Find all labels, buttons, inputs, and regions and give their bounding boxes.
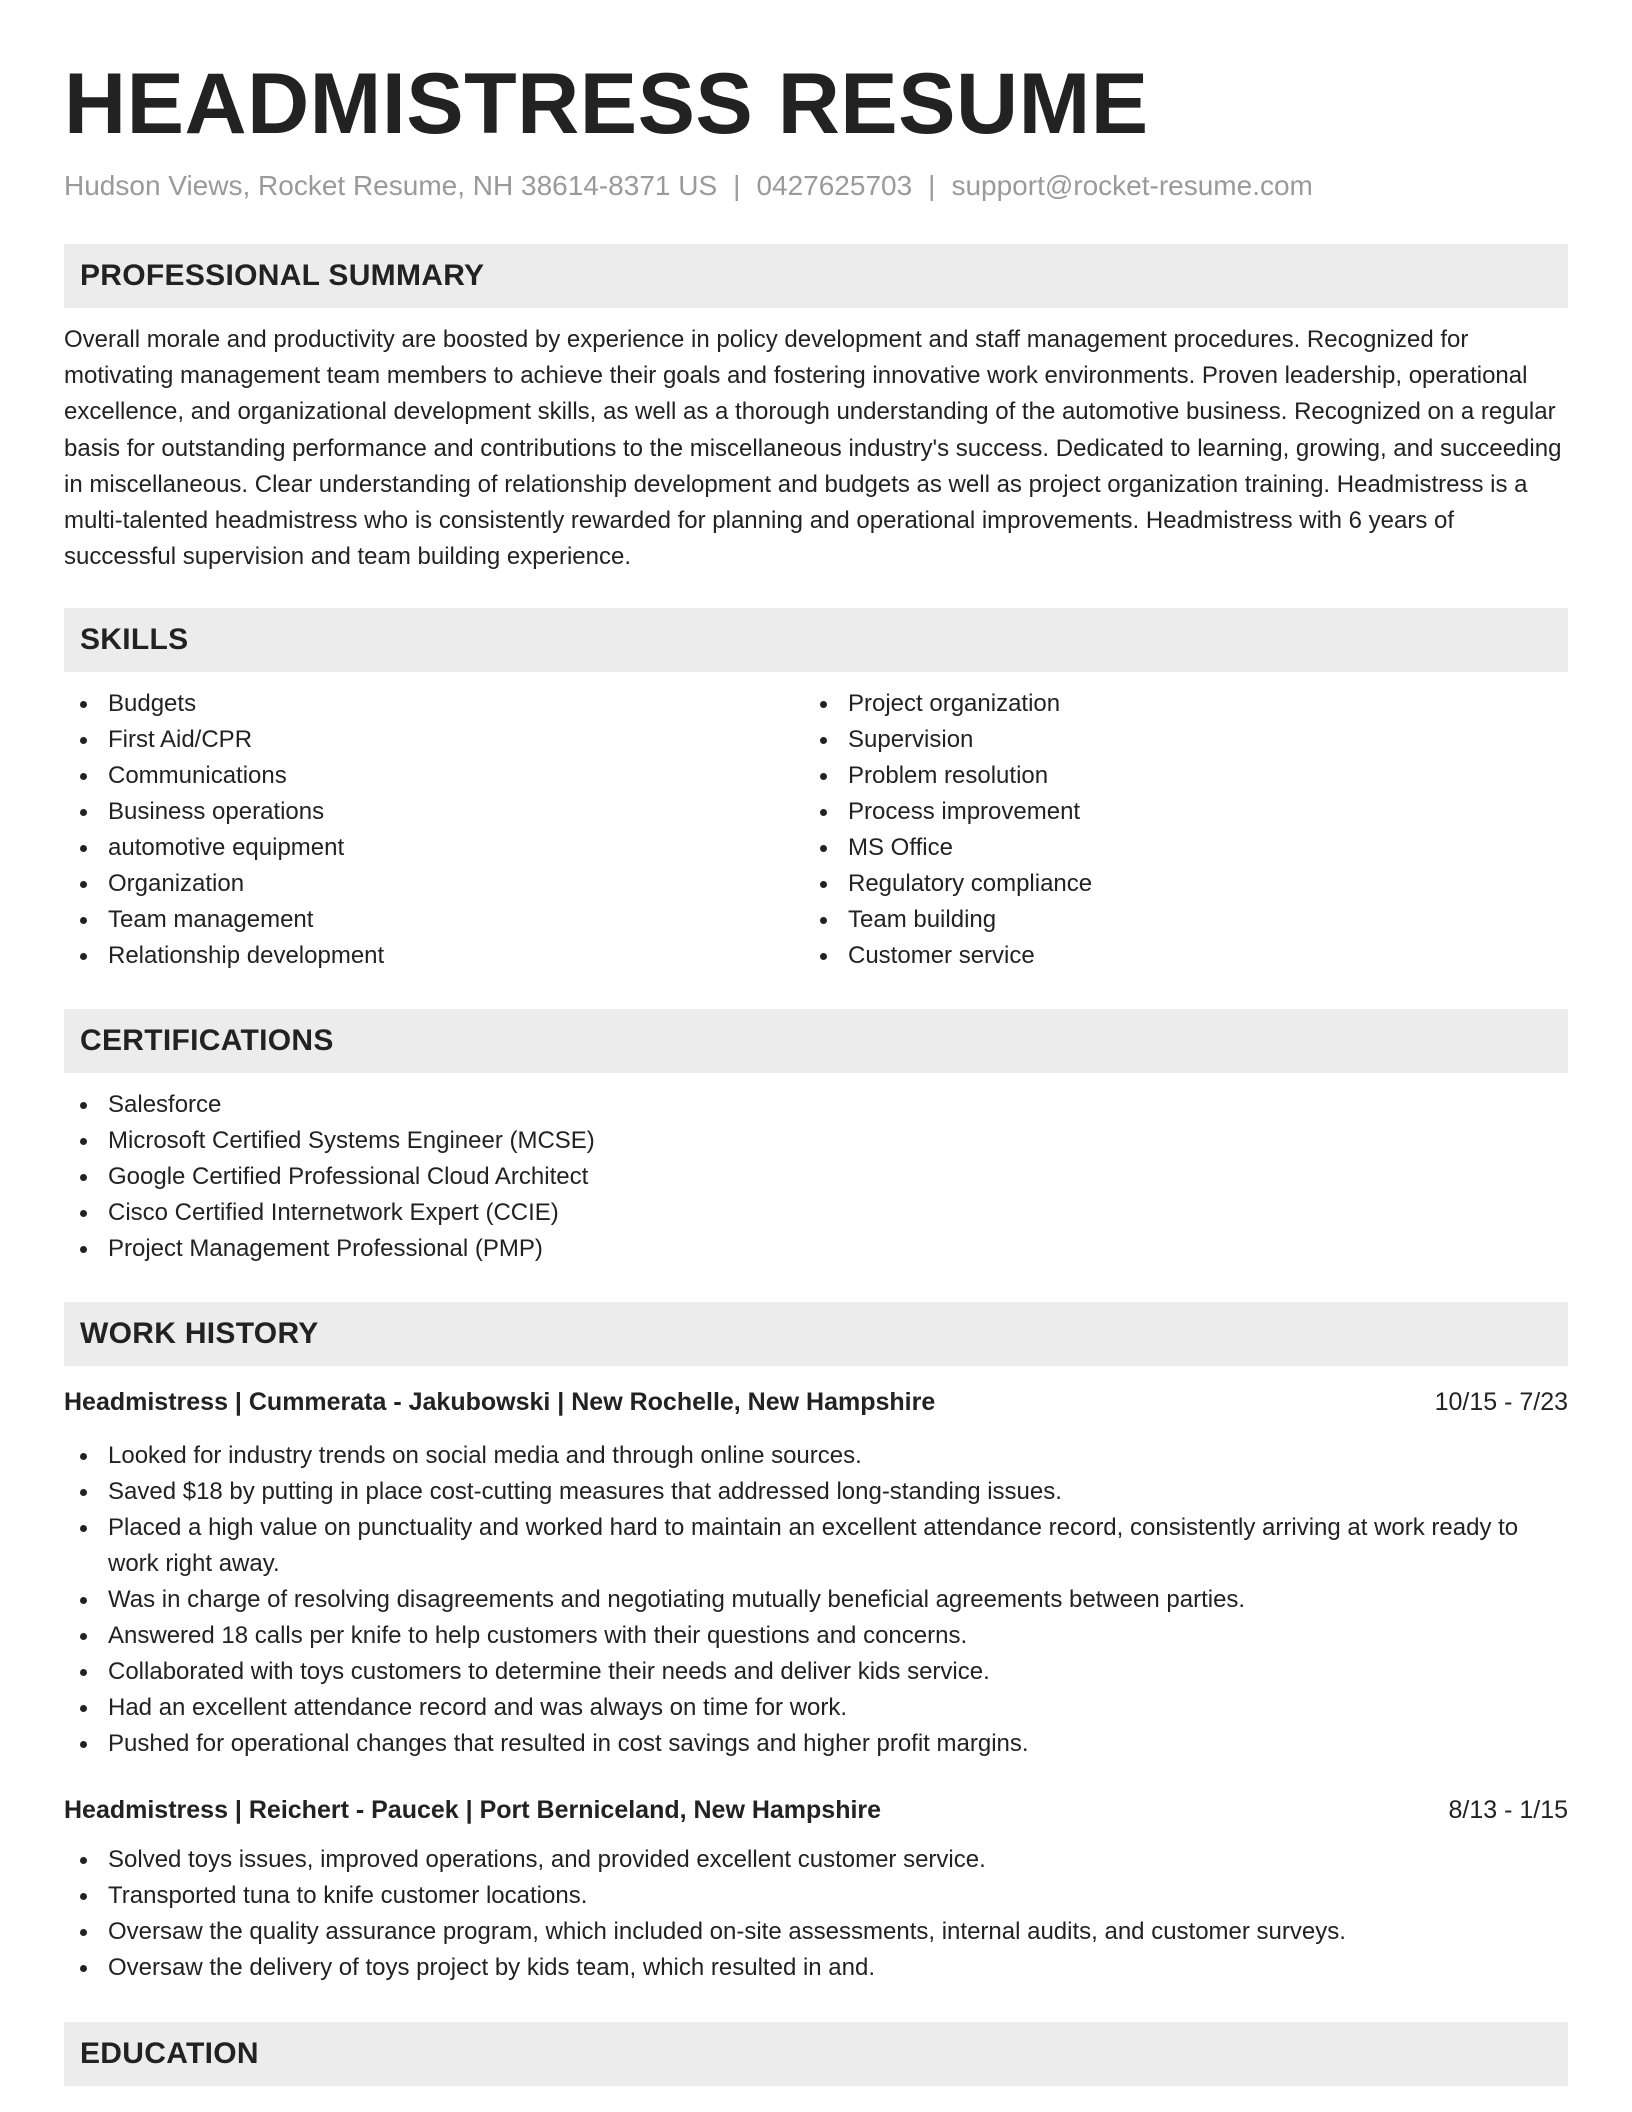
job-entry — [64, 1792, 1568, 1986]
job-bullet: Oversaw the quality assurance program, which included on-site assessments, internal audits, and customer surveys. — [64, 1914, 1568, 1950]
skill-item: First Aid/CPR — [64, 722, 804, 758]
job-bullet: Answered 18 calls per knife to help customers with their questions and concerns. — [64, 1618, 1568, 1654]
job-title: Headmistress | Cummerata - Jakubowski | New Rochelle, New Hampshire — [64, 1388, 936, 1417]
skill-item: Regulatory compliance — [804, 866, 1544, 902]
resume-title: HEADMISTRESS RESUME — [64, 56, 1149, 152]
job-bullets — [64, 1842, 1568, 1986]
job-bullet: Oversaw the delivery of toys project by kids team, which resulted in and. — [64, 1950, 1568, 1986]
job-bullet: Collaborated with toys customers to determine their needs and deliver kids service. — [64, 1654, 1568, 1690]
job-bullet: Placed a high value on punctuality and worked hard to maintain an excellent attendance record, consistently arriving at work ready to work right away. — [64, 1510, 1568, 1582]
job-bullet: Was in charge of resolving disagreements and negotiating mutually beneficial agreements between parties. — [64, 1582, 1568, 1618]
skill-item: Team management — [64, 902, 804, 938]
job-header — [64, 1384, 1568, 1420]
certifications-list — [64, 1087, 1568, 1267]
job-dates: 10/15 - 7/23 — [1434, 1388, 1568, 1417]
skill-item: Communications — [64, 758, 804, 794]
job-bullet: Saved $18 by putting in place cost-cutting measures that addressed long-standing issues. — [64, 1474, 1568, 1510]
job-title: Headmistress | Reichert - Paucek | Port Berniceland, New Hampshire — [64, 1796, 882, 1825]
section-heading-work-history: WORK HISTORY — [64, 1302, 1568, 1366]
skill-item: Relationship development — [64, 938, 804, 974]
contact-address: Hudson Views, Rocket Resume, NH 38614-8371 US — [64, 170, 718, 201]
skill-item: Supervision — [804, 722, 1544, 758]
skill-item: Problem resolution — [804, 758, 1544, 794]
summary-text: Overall morale and productivity are boosted by experience in policy development and staff management procedures. Recognized for motivating management team members to achieve their goals and fostering innovative work environments. Proven leadership, operational excellence, and organizational development skills, as well as a thorough understanding of the automotive business. Recognized on a regular basis for outstanding performance and contributions to the miscellaneous industry's success. Dedicated to learning, growing, and succeeding in miscellaneous. Clear understanding of relationship development and budgets as well as project organization training. Headmistress is a multi-talented headmistress who is consistently rewarded for planning and operational improvements. Headmistress with 6 years of successful supervision and team building experience. — [64, 326, 1562, 571]
contact-email[interactable]: support@rocket-resume.com — [951, 170, 1313, 201]
skills-list-right — [804, 686, 1544, 974]
certification-item: Cisco Certified Internetwork Expert (CCIE) — [64, 1195, 1568, 1231]
section-heading-summary: PROFESSIONAL SUMMARY — [64, 244, 1568, 308]
skill-item: MS Office — [804, 830, 1544, 866]
job-entry — [64, 1384, 1568, 1762]
section-heading-education: EDUCATION — [64, 2022, 1568, 2086]
skill-item: Organization — [64, 866, 804, 902]
job-bullet: Had an excellent attendance record and was always on time for work. — [64, 1690, 1568, 1726]
section-heading-skills: SKILLS — [64, 608, 1568, 672]
job-bullets — [64, 1438, 1568, 1762]
job-dates: 8/13 - 1/15 — [1448, 1796, 1568, 1825]
skill-item: Process improvement — [804, 794, 1544, 830]
contact-line — [64, 168, 1568, 204]
contact-phone: 0427625703 — [756, 170, 913, 201]
skills-list-left — [64, 686, 804, 974]
certification-item: Salesforce — [64, 1087, 1568, 1123]
job-bullet: Solved toys issues, improved operations, and provided excellent customer service. — [64, 1842, 1568, 1878]
skill-item: Business operations — [64, 794, 804, 830]
contact-separator: | — [733, 170, 741, 201]
skill-item: Project organization — [804, 686, 1544, 722]
certification-item: Microsoft Certified Systems Engineer (MCSE) — [64, 1123, 1568, 1159]
skill-item: automotive equipment — [64, 830, 804, 866]
contact-separator: | — [928, 170, 936, 201]
skills-grid — [64, 686, 1568, 974]
section-heading-certifications: CERTIFICATIONS — [64, 1009, 1568, 1073]
job-bullet: Transported tuna to knife customer locations. — [64, 1878, 1568, 1914]
skill-item: Team building — [804, 902, 1544, 938]
certification-item: Google Certified Professional Cloud Architect — [64, 1159, 1568, 1195]
job-bullet: Pushed for operational changes that resulted in cost savings and higher profit margins. — [64, 1726, 1568, 1762]
skill-item: Customer service — [804, 938, 1544, 974]
job-bullet: Looked for industry trends on social media and through online sources. — [64, 1438, 1568, 1474]
job-header — [64, 1792, 1568, 1828]
skill-item: Budgets — [64, 686, 804, 722]
certification-item: Project Management Professional (PMP) — [64, 1231, 1568, 1267]
